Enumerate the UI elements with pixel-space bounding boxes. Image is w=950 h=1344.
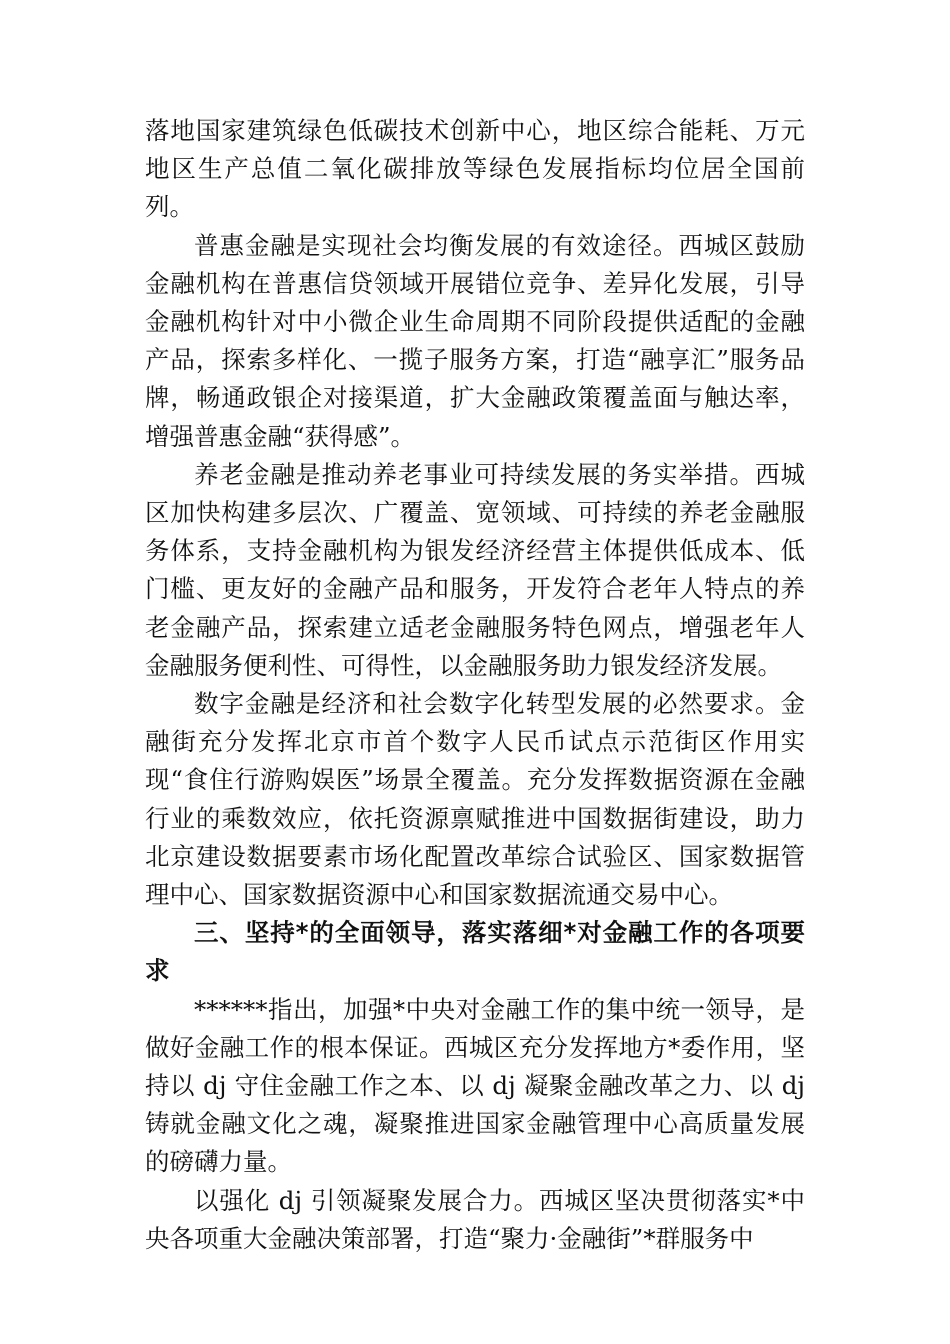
paragraph-strengthen-guidance: 以强化 dj 引领凝聚发展合力。西城区坚决贯彻落实*中央各项重大金融决策部署，打造“聚力·金融街”*群服务中 — [145, 1185, 805, 1253]
paragraph-digital-finance: 数字金融是经济和社会数字化转型发展的必然要求。金融街充分发挥北京市首个数字人民币试点示范街区作用实现“食住行游购娱医”场景全覆盖。充分发挥数据资源在金融行业的乘数效应，依托资源禀赋推进中国数据街建设，助力北京建设数据要素市场化配置改革综合试验区、国家数据管理中心、国家数据资源中心和国家数据流通交易中心。 — [145, 689, 805, 910]
document-body — [145, 112, 805, 1258]
paragraph-party-leadership: ******指出，加强*中央对金融工作的集中统一领导，是做好金融工作的根本保证。西城区充分发挥地方*委作用，坚持以 dj 守住金融工作之本、以 dj 凝聚金融改革之力、以 dj 铸就金融文化之魂，凝聚推进国家金融管理中心高质量发展的磅礴力量。 — [145, 994, 805, 1177]
paragraph-inclusive-finance: 普惠金融是实现社会均衡发展的有效途径。西城区鼓励金融机构在普惠信贷领域开展错位竞争、差异化发展，引导金融机构针对中小微企业生命周期不同阶段提供适配的金融产品，探索多样化、一揽子服务方案，打造“融享汇”服务品牌，畅通政银企对接渠道，扩大金融政策覆盖面与触达率，增强普惠金融“获得感”。 — [145, 230, 805, 451]
section-heading-3: 三、坚持*的全面领导，落实落细*对金融工作的各项要求 — [145, 918, 805, 986]
paragraph-green-finance-continued: 落地国家建筑绿色低碳技术创新中心，地区综合能耗、万元地区生产总值二氧化碳排放等绿色发展指标均位居全国前列。 — [145, 116, 805, 222]
paragraph-pension-finance: 养老金融是推动养老事业可持续发展的务实举措。西城区加快构建多层次、广覆盖、宽领域、可持续的养老金融服务体系，支持金融机构为银发经济经营主体提供低成本、低门槛、更友好的金融产品和服务，开发符合老年人特点的养老金融产品，探索建立适老金融服务特色网点，增强老年人金融服务便利性、可得性，以金融服务助力银发经济发展。 — [145, 459, 805, 680]
